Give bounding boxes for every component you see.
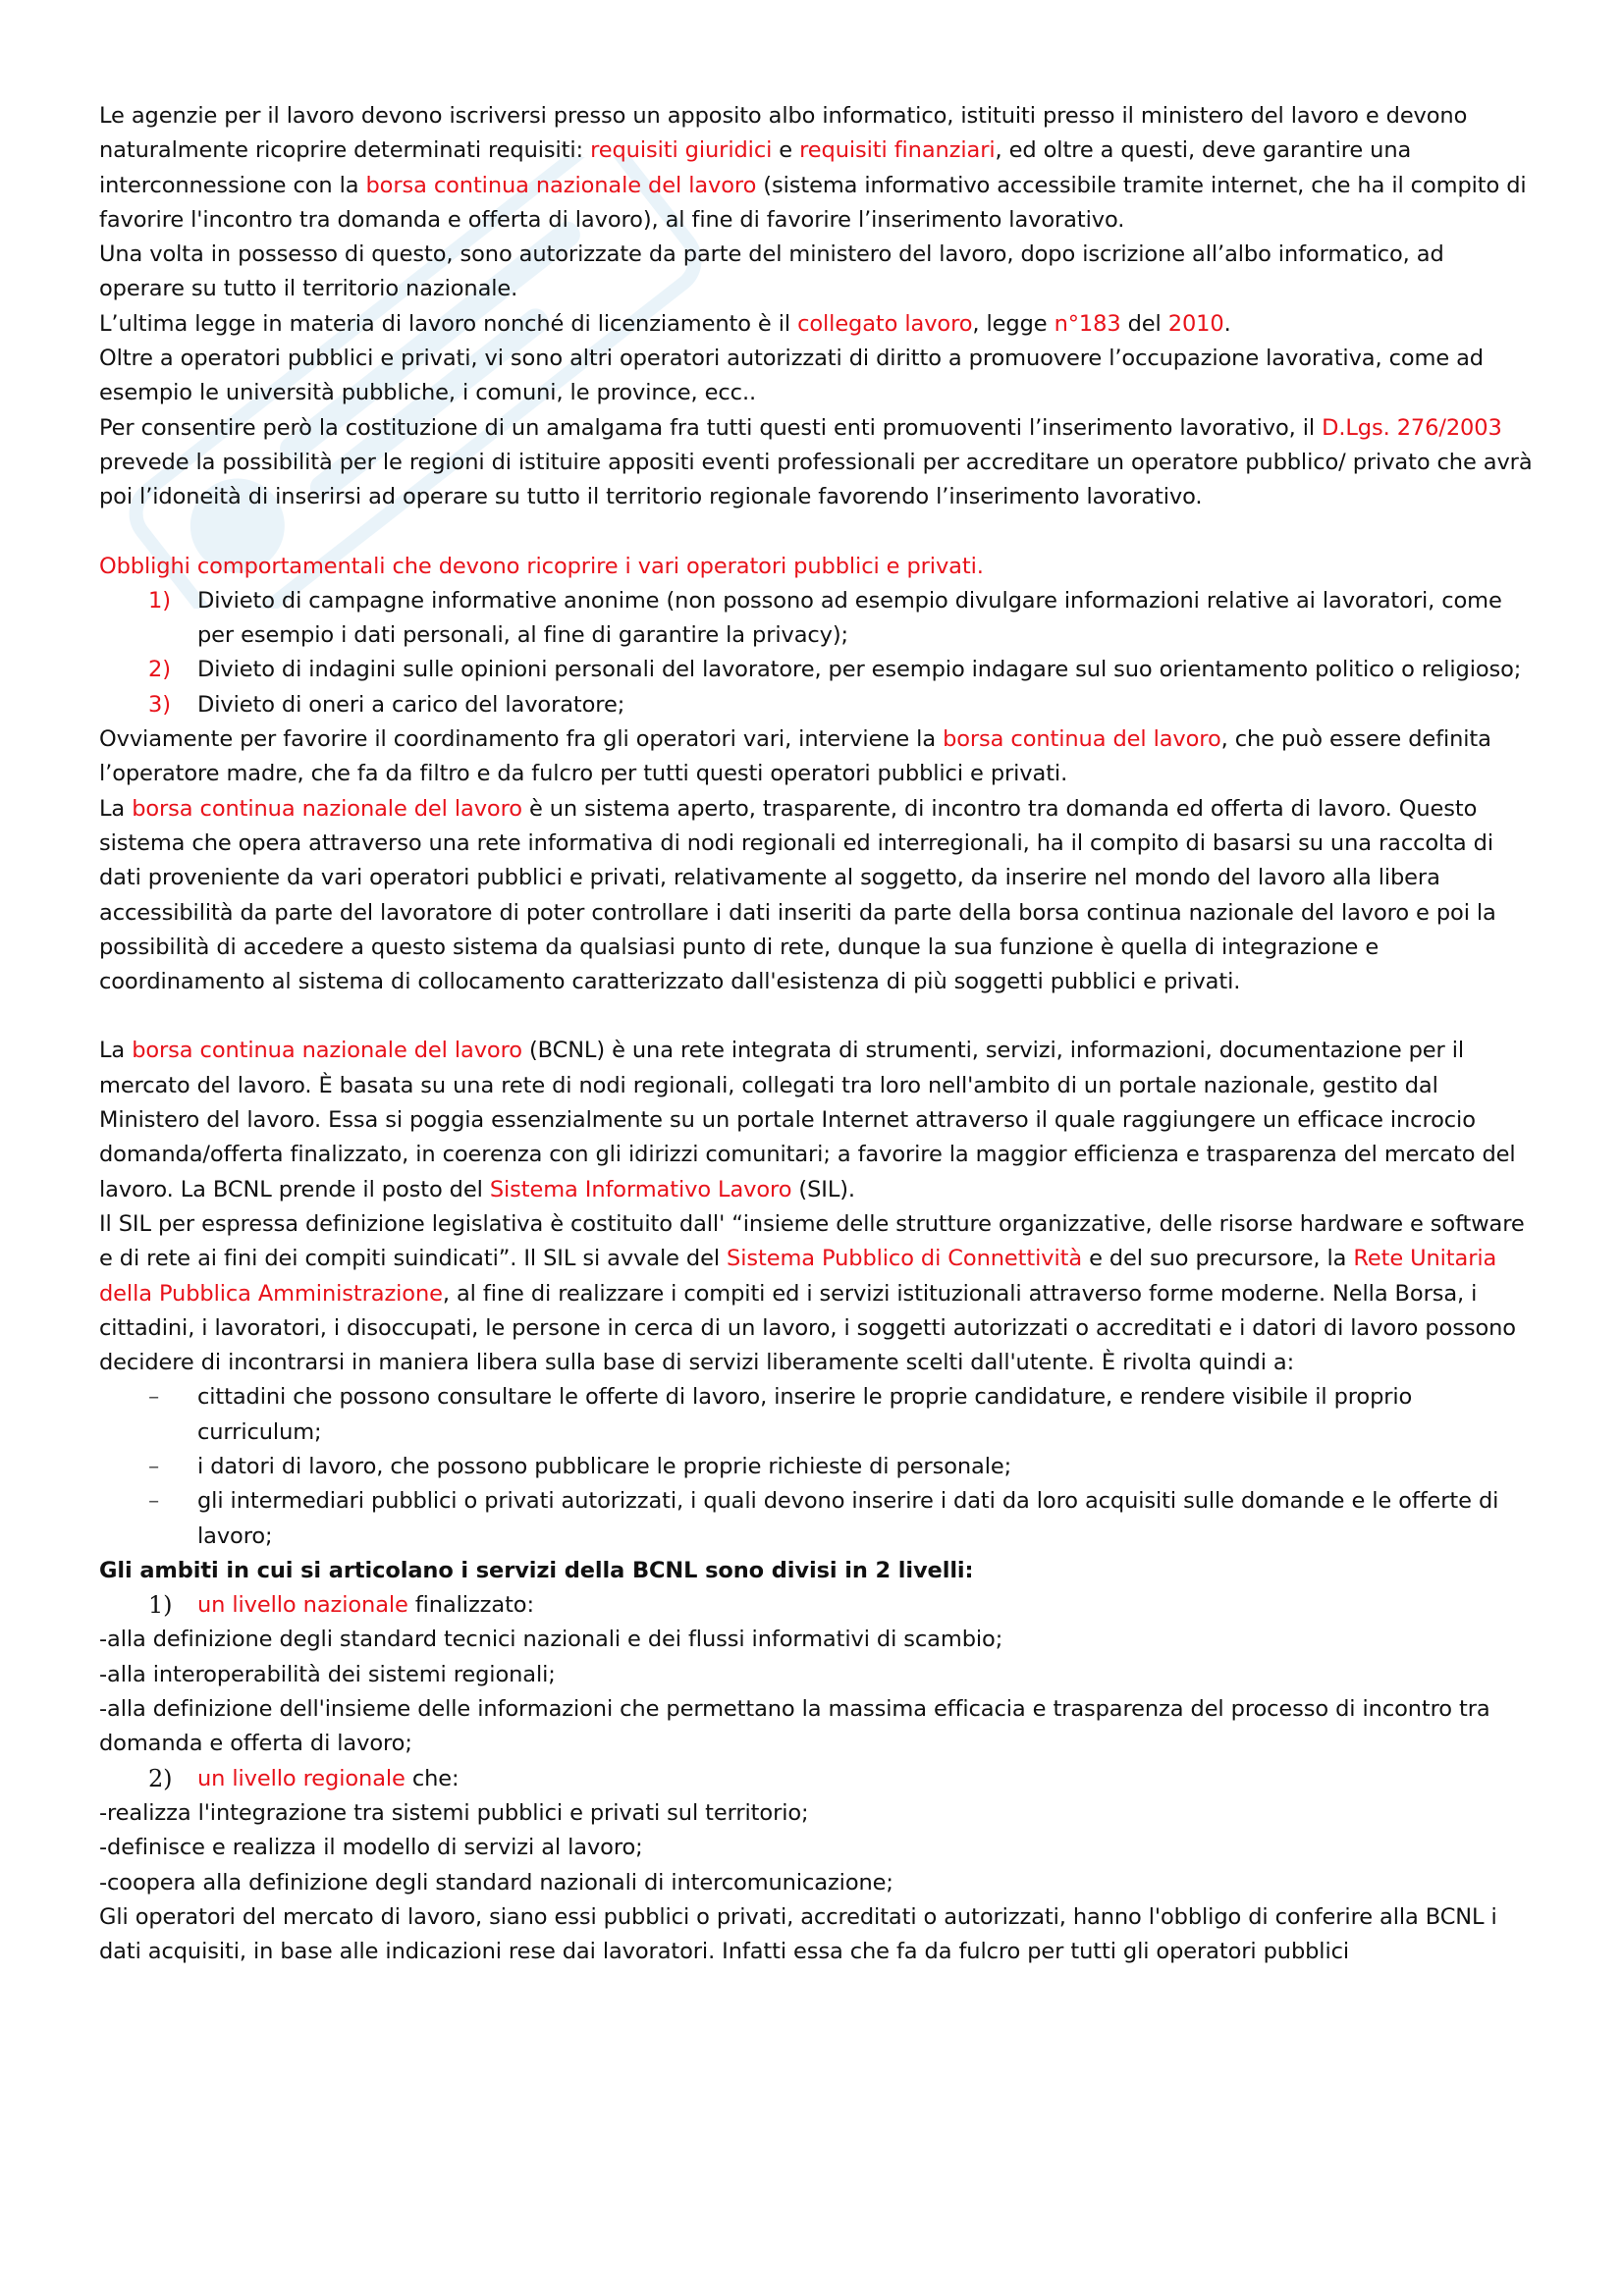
document-body — [99, 99, 1533, 1969]
paragraph-autorizzazione: Una volta in possesso di questo, sono autorizzate da parte del ministero del lavoro, dopo iscrizione all’albo informatico, ad operare su tutto il territorio nazionale. — [99, 241, 1444, 302]
list-item: -definisce e realizza il modello di servizi al lavoro; — [99, 1835, 643, 1861]
list-item: -alla definizione degli standard tecnici nazionali e dei flussi informativi di scambio; — [99, 1627, 1003, 1653]
paragraph-agenzie: Le agenzie per il lavoro devono iscriversi presso un apposito albo informatico, istituiti presso il ministero del lavoro e devono naturalmente ricoprire determinati requisiti: requisiti giuridici e requisiti finanziari, ed oltre a questi, deve garantire una interconnessione con la borsa continua nazionale del lavoro (sistema informativo accessibile tramite internet, che ha il compito di favorire l'incontro tra domanda e offerta di lavoro), al fine di favorire l’inserimento lavorativo. — [99, 103, 1527, 233]
highlight-borsa-continua-lavoro: borsa continua del lavoro — [943, 726, 1221, 753]
paragraph-obbligo-conferimento: Gli operatori del mercato di lavoro, siano essi pubblici o privati, accreditati o autorizzati, hanno l'obbligo di conferire alla BCNL i dati acquisiti, in base alle indicazioni rese dai lavoratori. Infatti essa che fa da fulcro per tutti gli operatori pubblici — [99, 1903, 1497, 1965]
paragraph-altri-operatori: Oltre a operatori pubblici e privati, vi sono altri operatori autorizzati di diritto a promuovere l’occupazione lavorativa, come ad esempio le università pubbliche, i comuni, le province, ecc.. — [99, 346, 1484, 406]
list-item: 3) Divieto di oneri a carico del lavoratore; — [99, 688, 1533, 722]
list-item: -alla interoperabilità dei sistemi regionali; — [99, 1661, 556, 1687]
paragraph-sistema-aperto: La borsa continua nazionale del lavoro è un sistema aperto, trasparente, di incontro tra domanda ed offerta di lavoro. Questo sistema che opera attraverso una rete informativa di nodi regionali ed interregionali, ha il compito di basarsi su una raccolta di dati proveniente da vari operatori pubblici e privati, relativamente al soggetto, da inserire nel mondo del lavoro alla libera accessibilità da parte del lavoratore di poter controllare i dati inseriti da parte della borsa continua nazionale del lavoro e poi la possibilità di accedere a questo sistema da qualsiasi punto di rete, dunque la sua funzione è quella di integrazione e coordinamento al sistema di collocamento caratterizzato dall'esistenza di più soggetti pubblici e privati. — [99, 795, 1496, 995]
highlight-rupa: Rete Unitaria della Pubblica Amministrazione — [99, 1246, 1497, 1307]
dash-bullet: – — [148, 1488, 160, 1515]
level-number: 1) — [148, 1591, 173, 1620]
list-number: 3) — [148, 691, 171, 718]
list-item: 2) Divieto di indagini sulle opinioni personali del lavoratore, per esempio indagare sul suo orientamento politico o religioso; — [99, 653, 1533, 687]
paragraph-collegato-lavoro: L’ultima legge in materia di lavoro nonché di licenziamento è il collegato lavoro, legge n°183 del 2010. — [99, 310, 1231, 337]
list-item: – i datori di lavoro, che possono pubblicare le proprie richieste di personale; — [99, 1450, 1533, 1484]
highlight-legge-numero: n°183 — [1054, 310, 1121, 337]
highlight-anno: 2010 — [1167, 310, 1224, 337]
highlight-sil: Sistema Informativo Lavoro — [489, 1176, 792, 1202]
highlight-dlgs: D.Lgs. 276/2003 — [1322, 414, 1502, 441]
list-item: -coopera alla definizione degli standard nazionali di intercomunicazione; — [99, 1869, 893, 1896]
list-item: – gli intermediari pubblici o privati autorizzati, i quali devono inserire i dati da loro acquisiti sulle domande e le offerte di lavoro; — [99, 1484, 1533, 1554]
highlight-borsa-continua-nazionale: borsa continua nazionale del lavoro — [132, 1038, 522, 1064]
level-number: 2) — [148, 1764, 173, 1792]
heading-ambiti: Gli ambiti in cui si articolano i servizi della BCNL sono divisi in 2 livelli: — [99, 1557, 974, 1583]
list-destinatari — [99, 1380, 1533, 1553]
livello-regionale: 2) un livello regionale che: — [99, 1762, 1533, 1796]
paragraph-sil: Il SIL per espressa definizione legislativa è costituito dall' “insieme delle strutture organizzative, delle risorse hardware e software e di rete ai fini dei compiti suindicati”. Il SIL si avvale del Sistema Pubblico di Connettività e del suo precursore, la Rete Unitaria della Pubblica Amministrazione, al fine di realizzare i compiti ed i servizi istituzionali attraverso forme moderne. Nella Borsa, i cittadini, i lavoratori, i disoccupati, le persone in cerca di un lavoro, i soggetti autorizzati o accreditati e i datori di lavoro possono decidere di incontrarsi in maniera libera sulla base di servizi liberamente scelti dall'utente. È rivolta quindi a: — [99, 1210, 1525, 1376]
list-item: – cittadini che possono consultare le offerte di lavoro, inserire le proprie candidature, e rendere visibile il proprio curriculum; — [99, 1380, 1533, 1450]
list-obblighi — [99, 584, 1533, 722]
paragraph-bcnl: La borsa continua nazionale del lavoro (BCNL) è una rete integrata di strumenti, servizi, informazioni, documentazione per il mercato del lavoro. È basata su una rete di nodi regionali, collegati tra loro nell'ambito di un portale nazionale, gestito dal Ministero del lavoro. Essa si poggia essenzialmente su un portale Internet attraverso il quale raggiungere un efficace incrocio domanda/offerta finalizzato, in coerenza con gli idirizzi comunitari; a favorire la maggior efficienza e trasparenza del mercato del lavoro. La BCNL prende il posto del Sistema Informativo Lavoro (SIL). — [99, 1038, 1516, 1202]
livello-nazionale: 1) un livello nazionale finalizzato: — [99, 1588, 1533, 1623]
highlight-spc: Sistema Pubblico di Connettività — [727, 1246, 1083, 1272]
highlight-requisiti-finanziari: requisiti finanziari — [799, 137, 996, 164]
highlight-collegato-lavoro: collegato lavoro — [797, 310, 973, 337]
list-item: -realizza l'integrazione tra sistemi pubblici e privati sul territorio; — [99, 1799, 809, 1826]
highlight-livello-regionale: un livello regionale — [197, 1765, 406, 1791]
highlight-borsa-continua: borsa continua nazionale del lavoro — [365, 172, 757, 198]
paragraph-coordinamento: Ovviamente per favorire il coordinamento fra gli operatori vari, interviene la borsa continua del lavoro, che può essere definita l’operatore madre, che fa da filtro e da fulcro per tutti questi operatori pubblici e privati. — [99, 726, 1491, 787]
dash-bullet: – — [148, 1453, 160, 1479]
list-number: 1) — [148, 587, 171, 614]
dash-bullet: – — [148, 1384, 160, 1411]
paragraph-dlgs: Per consentire però la costituzione di un amalgama fra tutti questi enti promuoventi l’inserimento lavorativo, il D.Lgs. 276/2003 prevede la possibilità per le regioni di istituire appositi eventi professionali per accreditare un operatore pubblico/ privato che avrà poi l’idoneità di inserirsi ad operare su tutto il territorio regionale favorendo l’inserimento lavorativo. — [99, 414, 1533, 510]
list-item: -alla definizione dell'insieme delle informazioni che permettano la massima efficacia e trasparenza del processo di incontro tra domanda e offerta di lavoro; — [99, 1696, 1490, 1757]
list-item: 1) Divieto di campagne informative anonime (non possono ad esempio divulgare informazioni relative ai lavoratori, come per esempio i dati personali, al fine di garantire la privacy); — [99, 584, 1533, 654]
highlight-requisiti-giuridici: requisiti giuridici — [590, 137, 773, 164]
heading-obblighi: Obblighi comportamentali che devono ricoprire i vari operatori pubblici e privati. — [99, 553, 984, 579]
list-number: 2) — [148, 657, 171, 683]
highlight-borsa-continua-nazionale: borsa continua nazionale del lavoro — [132, 795, 522, 822]
highlight-livello-nazionale: un livello nazionale — [197, 1592, 408, 1619]
